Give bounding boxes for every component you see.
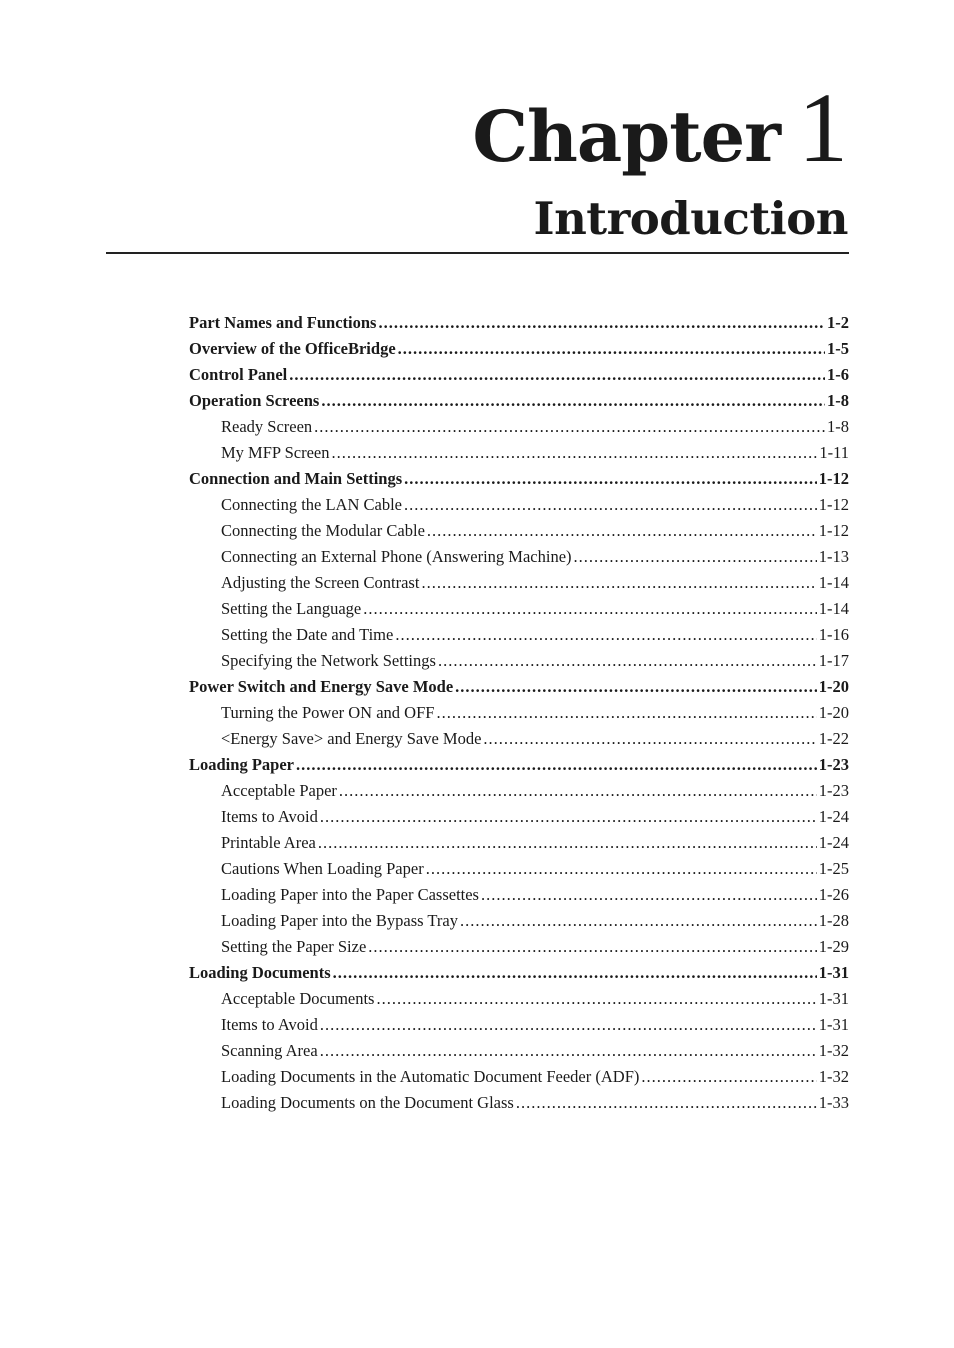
toc-entry-title: Acceptable Paper [221, 781, 337, 800]
toc-subsection-entry[interactable] [189, 1064, 849, 1090]
toc-dot-leader [320, 1038, 817, 1064]
toc-page-number: 1-20 [818, 703, 849, 722]
toc-dot-leader [320, 804, 817, 830]
toc-dot-leader [363, 596, 817, 622]
toc-page-number: 1-28 [818, 911, 849, 930]
toc-entry-title: Scanning Area [221, 1041, 318, 1060]
toc-dot-leader [460, 908, 817, 934]
chapter-number: 1 [798, 72, 848, 183]
toc-page-number: 1-8 [827, 417, 849, 436]
toc-entry-title: Items to Avoid [221, 807, 318, 826]
toc-dot-leader [436, 700, 816, 726]
toc-entry-title: <Energy Save> and Energy Save Mode [221, 729, 482, 748]
toc-subsection-entry[interactable] [189, 596, 849, 622]
toc-section-entry[interactable] [189, 960, 849, 986]
toc-entry-title: Overview of the OfficeBridge [189, 339, 396, 358]
toc-page-number: 1-22 [818, 729, 849, 748]
toc-subsection-entry[interactable] [189, 518, 849, 544]
toc-dot-leader [483, 726, 816, 752]
toc-page-number: 1-26 [818, 885, 849, 904]
toc-dot-leader [320, 1012, 817, 1038]
toc-subsection-entry[interactable] [189, 934, 849, 960]
toc-page-number: 1-14 [818, 599, 849, 618]
toc-page-number: 1-12 [818, 521, 849, 540]
toc-section-entry[interactable] [189, 336, 849, 362]
toc-dot-leader [421, 570, 816, 596]
toc-section-entry[interactable] [189, 466, 849, 492]
toc-subsection-entry[interactable] [189, 1090, 849, 1116]
toc-entry-title: Ready Screen [221, 417, 313, 436]
chapter-title: Introduction [533, 192, 848, 245]
toc-entry-title: Loading Paper into the Bypass Tray [221, 911, 458, 930]
toc-page-number: 1-32 [818, 1041, 849, 1060]
toc-page-number: 1-33 [818, 1093, 849, 1112]
title-divider [106, 252, 849, 254]
toc-entry-title: Printable Area [221, 833, 316, 852]
toc-subsection-entry[interactable] [189, 1012, 849, 1038]
toc-entry-title: Connecting the LAN Cable [221, 495, 403, 514]
toc-dot-leader [376, 986, 816, 1012]
toc-page-number: 1-14 [818, 573, 849, 592]
toc-subsection-entry[interactable] [189, 908, 849, 934]
toc-entry-title: Loading Documents in the Automatic Document Feeder (ADF) [221, 1067, 640, 1086]
toc-page-number: 1-23 [818, 755, 849, 774]
toc-subsection-entry[interactable] [189, 856, 849, 882]
toc-dot-leader [339, 778, 817, 804]
toc-subsection-entry[interactable] [189, 544, 849, 570]
toc-subsection-entry[interactable] [189, 778, 849, 804]
toc-subsection-entry[interactable] [189, 622, 849, 648]
toc-page-number: 1-25 [818, 859, 849, 878]
toc-entry-title: Connection and Main Settings [189, 469, 403, 488]
toc-entry-title: Cautions When Loading Paper [221, 859, 424, 878]
toc-page-number: 1-31 [818, 963, 849, 982]
toc-page-number: 1-31 [818, 1015, 849, 1034]
toc-page-number: 1-31 [818, 989, 849, 1008]
toc-dot-leader [516, 1090, 817, 1116]
toc-subsection-entry[interactable] [189, 804, 849, 830]
toc-entry-title: Loading Documents on the Document Glass [221, 1093, 514, 1112]
toc-section-entry[interactable] [189, 674, 849, 700]
toc-subsection-entry[interactable] [189, 830, 849, 856]
toc-subsection-entry[interactable] [189, 1038, 849, 1064]
toc-page-number: 1-24 [818, 833, 849, 852]
chapter-heading [472, 72, 848, 183]
toc-dot-leader [296, 752, 817, 778]
toc-subsection-entry[interactable] [189, 440, 849, 466]
toc-page-number: 1-12 [818, 495, 849, 514]
toc-entry-title: Connecting an External Phone (Answering Machine) [221, 547, 572, 566]
table-of-contents [189, 310, 849, 1116]
toc-entry-title: Part Names and Functions [189, 313, 377, 332]
toc-page-number: 1-8 [827, 391, 849, 410]
toc-section-entry[interactable] [189, 752, 849, 778]
toc-dot-leader [321, 388, 825, 414]
toc-subsection-entry[interactable] [189, 726, 849, 752]
toc-dot-leader [314, 414, 825, 440]
toc-page-number: 1-20 [818, 677, 849, 696]
chapter-word: Chapter [472, 95, 780, 178]
toc-dot-leader [641, 1064, 816, 1090]
toc-dot-leader [574, 544, 817, 570]
toc-page-number: 1-17 [818, 651, 849, 670]
toc-entry-title: Loading Paper into the Paper Cassettes [221, 885, 479, 904]
toc-entry-title: My MFP Screen [221, 443, 330, 462]
toc-subsection-entry[interactable] [189, 414, 849, 440]
toc-entry-title: Setting the Date and Time [221, 625, 394, 644]
toc-dot-leader [404, 492, 817, 518]
toc-page-number: 1-16 [818, 625, 849, 644]
toc-page-number: 1-2 [827, 313, 849, 332]
toc-entry-title: Loading Documents [189, 963, 331, 982]
toc-dot-leader [438, 648, 817, 674]
toc-dot-leader [395, 622, 816, 648]
toc-dot-leader [331, 440, 817, 466]
toc-entry-title: Turning the Power ON and OFF [221, 703, 435, 722]
toc-entry-title: Setting the Language [221, 599, 362, 618]
toc-subsection-entry[interactable] [189, 648, 849, 674]
toc-dot-leader [427, 518, 817, 544]
toc-subsection-entry[interactable] [189, 882, 849, 908]
toc-page-number: 1-5 [827, 339, 849, 358]
toc-dot-leader [289, 362, 825, 388]
toc-entry-title: Specifying the Network Settings [221, 651, 436, 670]
toc-entry-title: Control Panel [189, 365, 288, 384]
toc-entry-title: Items to Avoid [221, 1015, 318, 1034]
toc-subsection-entry[interactable] [189, 986, 849, 1012]
toc-page-number: 1-24 [818, 807, 849, 826]
toc-entry-title: Setting the Paper Size [221, 937, 367, 956]
toc-page-number: 1-29 [818, 937, 849, 956]
toc-section-entry[interactable] [189, 362, 849, 388]
toc-dot-leader [368, 934, 816, 960]
toc-entry-title: Acceptable Documents [221, 989, 375, 1008]
toc-page-number: 1-6 [827, 365, 849, 384]
toc-entry-title: Connecting the Modular Cable [221, 521, 425, 540]
toc-page-number: 1-11 [819, 443, 849, 462]
toc-dot-leader [455, 674, 817, 700]
toc-dot-leader [333, 960, 817, 986]
toc-dot-leader [398, 336, 825, 362]
toc-dot-leader [318, 830, 817, 856]
toc-page-number: 1-32 [818, 1067, 849, 1086]
toc-entry-title: Loading Paper [189, 755, 294, 774]
toc-entry-title: Adjusting the Screen Contrast [221, 573, 420, 592]
toc-entry-title: Power Switch and Energy Save Mode [189, 677, 454, 696]
toc-entry-title: Operation Screens [189, 391, 320, 410]
toc-section-entry[interactable] [189, 388, 849, 414]
toc-subsection-entry[interactable] [189, 492, 849, 518]
toc-page-number: 1-12 [818, 469, 849, 488]
toc-dot-leader [404, 466, 817, 492]
toc-subsection-entry[interactable] [189, 700, 849, 726]
toc-page-number: 1-23 [818, 781, 849, 800]
toc-dot-leader [426, 856, 817, 882]
toc-page-number: 1-13 [818, 547, 849, 566]
toc-dot-leader [378, 310, 825, 336]
toc-dot-leader [481, 882, 817, 908]
toc-subsection-entry[interactable] [189, 570, 849, 596]
toc-section-entry[interactable] [189, 310, 849, 336]
